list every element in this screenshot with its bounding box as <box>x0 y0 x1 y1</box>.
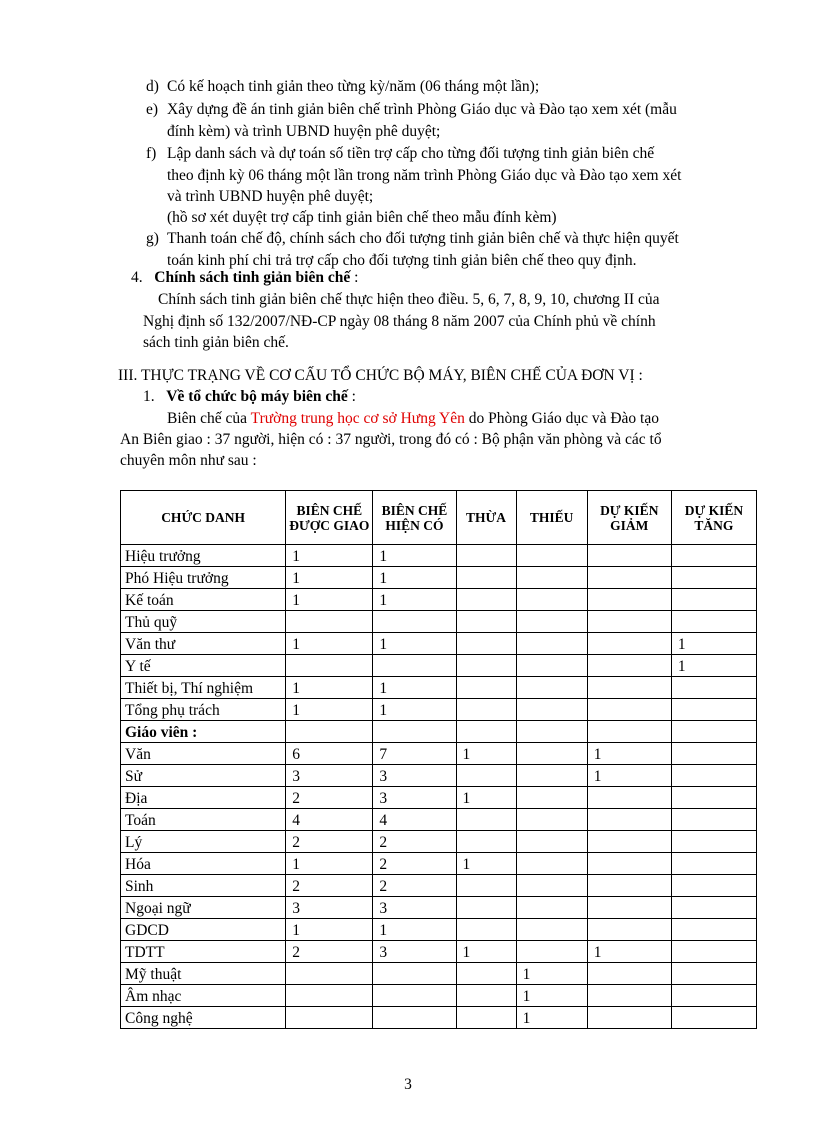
table-row <box>121 1007 757 1029</box>
table-cell <box>516 765 587 787</box>
table-cell: 1 <box>286 853 373 875</box>
table-cell <box>456 721 516 743</box>
table-cell <box>671 897 756 919</box>
table-cell: 1 <box>373 677 456 699</box>
section-4-title: Chính sách tinh giản biên chế <box>154 269 351 286</box>
table-cell: 4 <box>373 809 456 831</box>
table-row <box>121 875 757 897</box>
table-cell <box>456 963 516 985</box>
table-cell: 1 <box>373 567 456 589</box>
table-cell <box>456 985 516 1007</box>
row-title: Thiết bị, Thí nghiệm <box>121 677 286 699</box>
table-cell: 1 <box>286 633 373 655</box>
row-title: Sử <box>121 765 286 787</box>
table-cell <box>516 831 587 853</box>
table-cell <box>516 721 587 743</box>
section-4-text: Nghị định số 132/2007/NĐ-CP ngày 08 tháng 8 năm 2007 của Chính phủ về chính <box>143 313 656 330</box>
table-cell <box>671 831 756 853</box>
table-cell: 2 <box>286 875 373 897</box>
table-cell <box>671 699 756 721</box>
table-cell <box>587 1007 671 1029</box>
table-cell <box>286 611 373 633</box>
row-title: Hiệu trưởng <box>121 545 286 567</box>
table-cell: 4 <box>286 809 373 831</box>
table-cell: 1 <box>671 655 756 677</box>
table-cell <box>587 875 671 897</box>
table-cell <box>516 545 587 567</box>
table-cell: 3 <box>286 897 373 919</box>
column-header: THIẾU <box>516 491 587 545</box>
section-4-text: sách tinh giản biên chế. <box>143 334 289 351</box>
table-cell <box>373 721 456 743</box>
table-cell <box>456 1007 516 1029</box>
table-cell <box>587 809 671 831</box>
table-cell <box>671 985 756 1007</box>
table-cell: 1 <box>456 787 516 809</box>
table-cell <box>671 567 756 589</box>
column-header: BIÊN CHẾ HIỆN CÓ <box>373 491 456 545</box>
table-cell <box>587 655 671 677</box>
table-cell: 2 <box>373 875 456 897</box>
table-cell: 1 <box>456 941 516 963</box>
table-row <box>121 677 757 699</box>
table-cell: 1 <box>373 633 456 655</box>
table-cell: 2 <box>286 831 373 853</box>
table-cell <box>516 875 587 897</box>
staff-paragraph-line-1: Biên chế của Trường trung học cơ sở Hưng Yên do Phòng Giáo dục và Đào tạo <box>167 410 659 427</box>
table-cell <box>516 743 587 765</box>
table-row <box>121 831 757 853</box>
row-title: Y tế <box>121 655 286 677</box>
table-cell: 1 <box>286 919 373 941</box>
table-cell <box>671 809 756 831</box>
section-3-heading: III. THỰC TRẠNG VỀ CƠ CẤU TỔ CHỨC BỘ MÁY, BIÊN CHẾ CỦA ĐƠN VỊ : <box>118 367 643 384</box>
row-title: Hóa <box>121 853 286 875</box>
table-cell <box>587 963 671 985</box>
table-cell <box>456 765 516 787</box>
table-cell <box>373 963 456 985</box>
table-row <box>121 853 757 875</box>
list-item-text: Thanh toán chế độ, chính sách cho đối tượng tinh giản biên chế và thực hiện quyết <box>167 230 679 247</box>
table-cell <box>671 677 756 699</box>
table-cell: 1 <box>373 589 456 611</box>
table-cell <box>587 897 671 919</box>
table-cell <box>587 919 671 941</box>
table-row <box>121 611 757 633</box>
table-cell <box>587 589 671 611</box>
table-row <box>121 567 757 589</box>
table-cell <box>587 633 671 655</box>
column-header: DỰ KIẾN TĂNG <box>671 491 756 545</box>
table-cell <box>456 919 516 941</box>
table-cell <box>516 853 587 875</box>
table-row <box>121 545 757 567</box>
table-cell: 1 <box>286 699 373 721</box>
section-4-heading: 4. Chính sách tinh giản biên chế : <box>131 269 359 286</box>
table-cell <box>671 919 756 941</box>
subsection-title: Về tổ chức bộ máy biên chế <box>166 388 348 405</box>
subsection-heading: 1. Về tổ chức bộ máy biên chế : <box>143 388 356 405</box>
table-cell <box>671 875 756 897</box>
table-cell <box>286 985 373 1007</box>
row-title: Ngoại ngữ <box>121 897 286 919</box>
list-item-marker: f) <box>146 145 157 162</box>
table-cell <box>587 853 671 875</box>
staff-table <box>120 490 757 1029</box>
table-cell <box>373 1007 456 1029</box>
table-cell <box>671 787 756 809</box>
table-cell <box>587 985 671 1007</box>
table-cell <box>587 699 671 721</box>
column-header: CHỨC DANH <box>121 491 286 545</box>
table-cell <box>456 567 516 589</box>
row-title: TDTT <box>121 941 286 963</box>
table-cell <box>671 545 756 567</box>
row-title: Toán <box>121 809 286 831</box>
row-title: Lý <box>121 831 286 853</box>
row-title: Sinh <box>121 875 286 897</box>
table-cell <box>456 875 516 897</box>
table-row <box>121 809 757 831</box>
list-item-text: Lập danh sách và dự toán số tiền trợ cấp cho từng đối tượng tinh giản biên chế <box>167 145 655 162</box>
table-cell: 1 <box>286 545 373 567</box>
table-cell <box>456 633 516 655</box>
table-row <box>121 787 757 809</box>
row-title: Địa <box>121 787 286 809</box>
row-title: Văn <box>121 743 286 765</box>
table-cell: 3 <box>373 897 456 919</box>
table-row <box>121 633 757 655</box>
table-cell <box>456 809 516 831</box>
table-row <box>121 765 757 787</box>
table-cell: 6 <box>286 743 373 765</box>
table-row <box>121 941 757 963</box>
list-item-text: (hồ sơ xét duyệt trợ cấp tinh giản biên chế theo mẫu đính kèm) <box>167 209 557 226</box>
table-row <box>121 963 757 985</box>
table-cell <box>516 633 587 655</box>
table-cell: 1 <box>373 919 456 941</box>
table-cell <box>587 677 671 699</box>
list-item-text: toán kinh phí chi trả trợ cấp cho đối tượng tinh giản biên chế theo quy định. <box>167 252 637 269</box>
section-4-number: 4. <box>131 269 143 286</box>
table-cell <box>587 721 671 743</box>
table-cell <box>373 985 456 1007</box>
table-row <box>121 897 757 919</box>
table-cell <box>587 545 671 567</box>
list-item-text: Có kế hoạch tinh giản theo từng kỳ/năm (06 tháng một lần); <box>167 78 540 95</box>
list-item-marker: d) <box>146 78 159 95</box>
table-cell <box>671 765 756 787</box>
list-item-text: Xây dựng đề án tinh giản biên chế trình Phòng Giáo dục và Đào tạo xem xét (mẫu <box>167 101 677 118</box>
table-cell <box>587 567 671 589</box>
table-cell: 2 <box>286 787 373 809</box>
table-cell <box>516 589 587 611</box>
table-cell <box>516 897 587 919</box>
table-cell <box>516 941 587 963</box>
table-cell: 1 <box>587 941 671 963</box>
table-cell <box>587 831 671 853</box>
table-cell <box>456 611 516 633</box>
table-row <box>121 589 757 611</box>
table-cell <box>373 655 456 677</box>
table-cell: 1 <box>587 743 671 765</box>
table-cell <box>671 853 756 875</box>
table-cell <box>671 941 756 963</box>
row-title: Giáo viên : <box>121 721 286 743</box>
table-cell <box>456 699 516 721</box>
column-header: THỪA <box>456 491 516 545</box>
table-cell <box>456 655 516 677</box>
table-cell <box>671 721 756 743</box>
table-cell <box>516 611 587 633</box>
table-cell <box>587 611 671 633</box>
table-cell <box>516 677 587 699</box>
table-cell <box>671 589 756 611</box>
table-cell <box>516 699 587 721</box>
list-item-marker: e) <box>146 101 159 118</box>
table-cell: 1 <box>516 963 587 985</box>
table-row <box>121 919 757 941</box>
table-cell <box>456 897 516 919</box>
table-cell: 2 <box>373 853 456 875</box>
table-cell: 1 <box>373 699 456 721</box>
table-cell <box>286 1007 373 1029</box>
table-cell <box>456 545 516 567</box>
row-title: GDCD <box>121 919 286 941</box>
table-cell: 3 <box>286 765 373 787</box>
table-body <box>121 545 757 1029</box>
page-number: 3 <box>404 1076 412 1093</box>
list-item-marker: g) <box>146 230 159 247</box>
table-cell <box>286 963 373 985</box>
table-row <box>121 743 757 765</box>
staff-paragraph-line-3: chuyên môn như sau : <box>120 452 257 469</box>
table-cell <box>516 787 587 809</box>
table-cell: 3 <box>373 765 456 787</box>
table-cell <box>286 655 373 677</box>
table-cell <box>671 963 756 985</box>
table-cell: 1 <box>456 853 516 875</box>
table-cell <box>671 611 756 633</box>
table-row <box>121 655 757 677</box>
table-cell <box>456 677 516 699</box>
table-cell <box>587 787 671 809</box>
column-header: DỰ KIẾN GIẢM <box>587 491 671 545</box>
table-cell: 1 <box>286 677 373 699</box>
table-cell <box>671 743 756 765</box>
table-cell <box>671 1007 756 1029</box>
table-cell: 1 <box>587 765 671 787</box>
row-title: Âm nhạc <box>121 985 286 1007</box>
table-cell: 2 <box>286 941 373 963</box>
staff-paragraph-line-2: An Biên giao : 37 người, hiện có : 37 người, trong đó có : Bộ phận văn phòng và các tổ <box>120 431 662 448</box>
table-cell: 1 <box>516 985 587 1007</box>
table-cell <box>516 919 587 941</box>
list-item-text: và trình UBND huyện phê duyệt; <box>167 188 374 205</box>
section-4-text: Chính sách tinh giản biên chế thực hiện theo điều. 5, 6, 7, 8, 9, 10, chương II của <box>158 291 660 308</box>
table-cell <box>456 831 516 853</box>
column-header: BIÊN CHẾ ĐƯỢC GIAO <box>286 491 373 545</box>
row-title: Thủ quỹ <box>121 611 286 633</box>
table-cell: 1 <box>286 567 373 589</box>
table-cell <box>286 721 373 743</box>
table-cell: 1 <box>286 589 373 611</box>
table-cell: 3 <box>373 787 456 809</box>
table-cell <box>516 809 587 831</box>
table-cell: 1 <box>516 1007 587 1029</box>
row-title: Phó Hiệu trưởng <box>121 567 286 589</box>
table-cell <box>516 567 587 589</box>
table-cell: 3 <box>373 941 456 963</box>
table-cell: 2 <box>373 831 456 853</box>
table-cell <box>456 589 516 611</box>
row-title: Văn thư <box>121 633 286 655</box>
table-row <box>121 721 757 743</box>
table-cell <box>373 611 456 633</box>
table-cell: 1 <box>671 633 756 655</box>
list-item-text: đính kèm) và trình UBND huyện phê duyệt; <box>167 123 441 140</box>
school-name: Trường trung học cơ sở Hưng Yên <box>250 410 465 427</box>
row-title: Mỹ thuật <box>121 963 286 985</box>
table-row <box>121 699 757 721</box>
row-title: Tổng phụ trách <box>121 699 286 721</box>
table-cell: 1 <box>373 545 456 567</box>
table-cell: 7 <box>373 743 456 765</box>
table-cell: 1 <box>456 743 516 765</box>
table-row <box>121 985 757 1007</box>
row-title: Công nghệ <box>121 1007 286 1029</box>
list-item-text: theo định kỳ 06 tháng một lần trong năm trình Phòng Giáo dục và Đào tạo xem xét <box>167 167 682 184</box>
table-header-row <box>121 491 757 545</box>
table-cell <box>516 655 587 677</box>
row-title: Kế toán <box>121 589 286 611</box>
